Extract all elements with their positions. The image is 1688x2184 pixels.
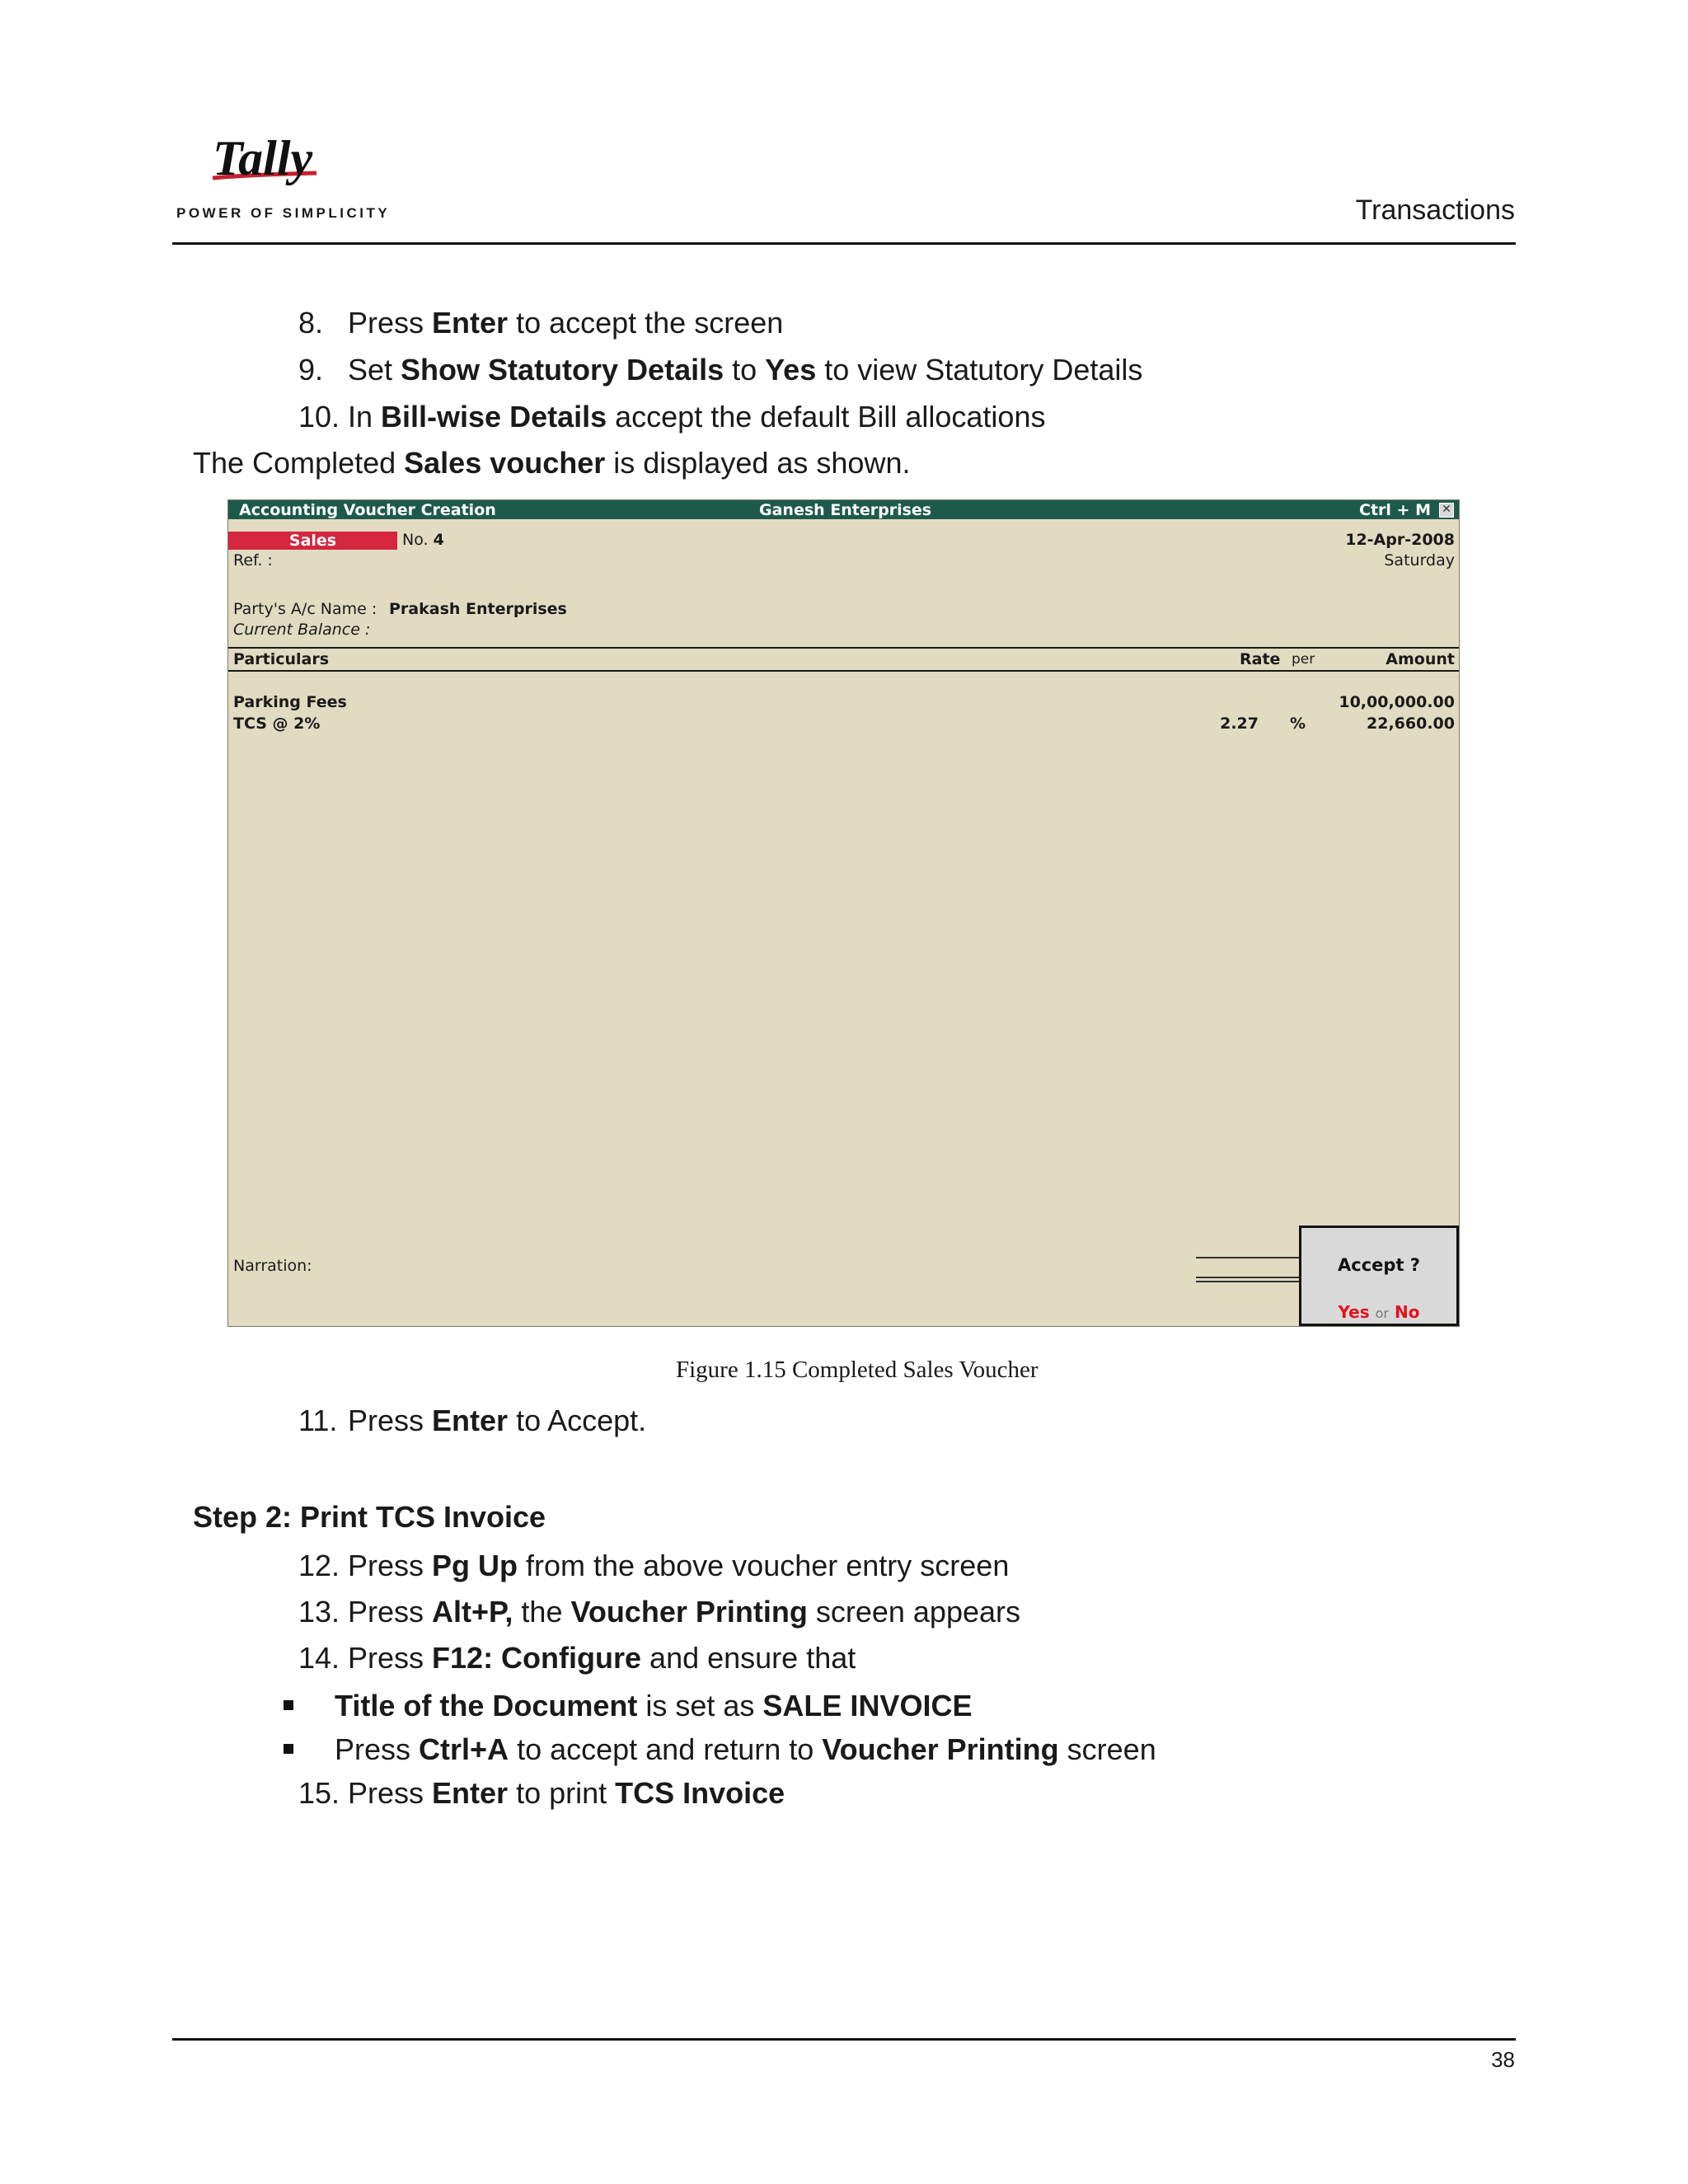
step-item — [298, 1775, 785, 1811]
party-label: Party's A/c Name : — [233, 600, 377, 618]
table-header-rule — [228, 670, 1459, 672]
step-number: 14. — [298, 1641, 340, 1675]
accept-options — [1301, 1302, 1456, 1322]
accept-question: Accept ? — [1338, 1255, 1420, 1275]
text-run: to Accept. — [508, 1404, 647, 1437]
current-balance-label: Current Balance : — [233, 621, 371, 639]
table-top-rule — [228, 647, 1459, 649]
bold-text: Ctrl+A — [419, 1732, 509, 1766]
screen-title: Accounting Voucher Creation — [239, 501, 496, 519]
bold-text: Pg Up — [432, 1549, 518, 1582]
step-item — [298, 1640, 856, 1676]
text-run: to print — [508, 1776, 616, 1810]
step-number: 8. — [298, 306, 324, 340]
bold-text: F12: Configure — [432, 1641, 642, 1675]
bold-text: Bill-wise Details — [381, 400, 607, 434]
step-item — [298, 305, 783, 341]
company-name: Ganesh Enterprises — [759, 501, 932, 519]
bold-text: TCS Invoice — [615, 1776, 785, 1810]
text-run: Set — [348, 353, 401, 387]
bold-text: Yes — [765, 353, 817, 387]
step-number: 15. — [298, 1776, 340, 1810]
text-run: is set as — [637, 1689, 763, 1722]
section-title: Transactions — [1355, 194, 1515, 226]
bullet-square-icon — [284, 1700, 293, 1710]
text-run: and ensure that — [641, 1641, 856, 1675]
text-run: Press — [348, 1641, 433, 1675]
text-run: screen — [1058, 1732, 1156, 1766]
close-icon[interactable]: ✕ — [1439, 503, 1454, 518]
bold-text: SALE INVOICE — [762, 1689, 973, 1722]
bullet-square-icon — [284, 1744, 293, 1754]
text-run: the — [513, 1595, 571, 1629]
bullet-item — [284, 1688, 972, 1724]
step-number: 13. — [298, 1595, 340, 1629]
voucher-no: No. 4 — [402, 531, 444, 549]
bold-text: Enter — [432, 1776, 509, 1810]
tally-voucher-screen — [227, 499, 1460, 1327]
text-run: Press — [348, 1549, 433, 1582]
bold-text: Show Statutory Details — [401, 353, 724, 387]
header-rule — [172, 242, 1516, 245]
ledger-name[interactable]: TCS @ 2% — [233, 715, 321, 733]
step-item — [298, 1403, 646, 1439]
bold-text: Alt+P, — [432, 1595, 513, 1629]
amount-value[interactable]: 10,00,000.00 — [1339, 693, 1455, 711]
text-run: is displayed as shown. — [605, 446, 911, 480]
text-run: screen appears — [807, 1595, 1020, 1629]
step2-heading: Step 2: Print TCS Invoice — [193, 1500, 546, 1534]
intro-paragraph — [193, 445, 910, 481]
accept-dialog — [1299, 1226, 1459, 1326]
text-run: to — [724, 353, 766, 387]
text-run: In — [348, 400, 382, 434]
text-run: Press — [335, 1732, 420, 1766]
step-item — [298, 352, 1142, 388]
bold-text: Sales voucher — [404, 446, 606, 480]
step-item — [298, 399, 1045, 435]
voucher-day: Saturday — [1384, 551, 1455, 569]
step-item — [298, 1594, 1020, 1630]
text-run: to accept and return to — [509, 1732, 823, 1766]
step-number: 12. — [298, 1549, 340, 1582]
step-item — [298, 1548, 1009, 1584]
text-run: to view Statutory Details — [816, 353, 1143, 387]
bold-text: Enter — [432, 1404, 509, 1437]
yes-button[interactable]: Yes — [1338, 1302, 1370, 1322]
page-number: 38 — [1491, 2047, 1515, 2072]
logo-tagline: POWER OF SIMPLICITY — [176, 205, 391, 221]
bold-text: Voucher Printing — [822, 1732, 1059, 1766]
step-number: 11. — [298, 1404, 338, 1437]
text-run: from the above voucher entry screen — [518, 1549, 1010, 1582]
text-run: The Completed — [193, 446, 405, 480]
footer-rule — [172, 2038, 1516, 2041]
col-per: per — [1292, 651, 1315, 668]
rate-unit: % — [1290, 715, 1306, 733]
total-rule-bottom — [1196, 1281, 1300, 1282]
ref-label[interactable]: Ref. : — [233, 551, 273, 569]
voucher-type[interactable]: Sales — [228, 532, 397, 550]
amount-value[interactable]: 22,660.00 — [1367, 715, 1455, 733]
text-run: to accept the screen — [508, 306, 784, 340]
figure-caption: Figure 1.15 Completed Sales Voucher — [676, 1357, 1039, 1383]
party-name[interactable]: Prakash Enterprises — [389, 600, 567, 618]
col-rate: Rate — [1240, 650, 1281, 668]
title-bar — [228, 500, 1459, 519]
shortcut-label[interactable]: Ctrl + M — [1359, 501, 1431, 519]
no-button[interactable]: No — [1394, 1302, 1420, 1322]
total-rule-mid — [1196, 1277, 1300, 1278]
text-run: Press — [348, 1595, 433, 1629]
rate-value[interactable]: 2.27 — [1220, 715, 1259, 733]
text-run: Press — [348, 1404, 433, 1437]
or-text: or — [1375, 1305, 1389, 1321]
bold-text: Voucher Printing — [570, 1595, 808, 1629]
narration-label[interactable]: Narration: — [233, 1257, 312, 1275]
text-run: Press — [348, 1776, 433, 1810]
col-amount: Amount — [1386, 650, 1455, 668]
logo-wordmark: Tally — [213, 132, 313, 185]
step-number: 9. — [298, 353, 324, 387]
bullet-item — [284, 1732, 1156, 1768]
col-particulars: Particulars — [233, 650, 330, 668]
ledger-name[interactable]: Parking Fees — [233, 693, 347, 711]
text-run: Press — [348, 306, 433, 340]
voucher-date[interactable]: 12-Apr-2008 — [1345, 531, 1455, 549]
bold-text: Enter — [432, 306, 509, 340]
bold-text: Title of the Document — [335, 1689, 638, 1722]
text-run: accept the default Bill allocations — [607, 400, 1046, 434]
step-number: 10. — [298, 400, 340, 434]
total-rule-top — [1196, 1257, 1300, 1258]
